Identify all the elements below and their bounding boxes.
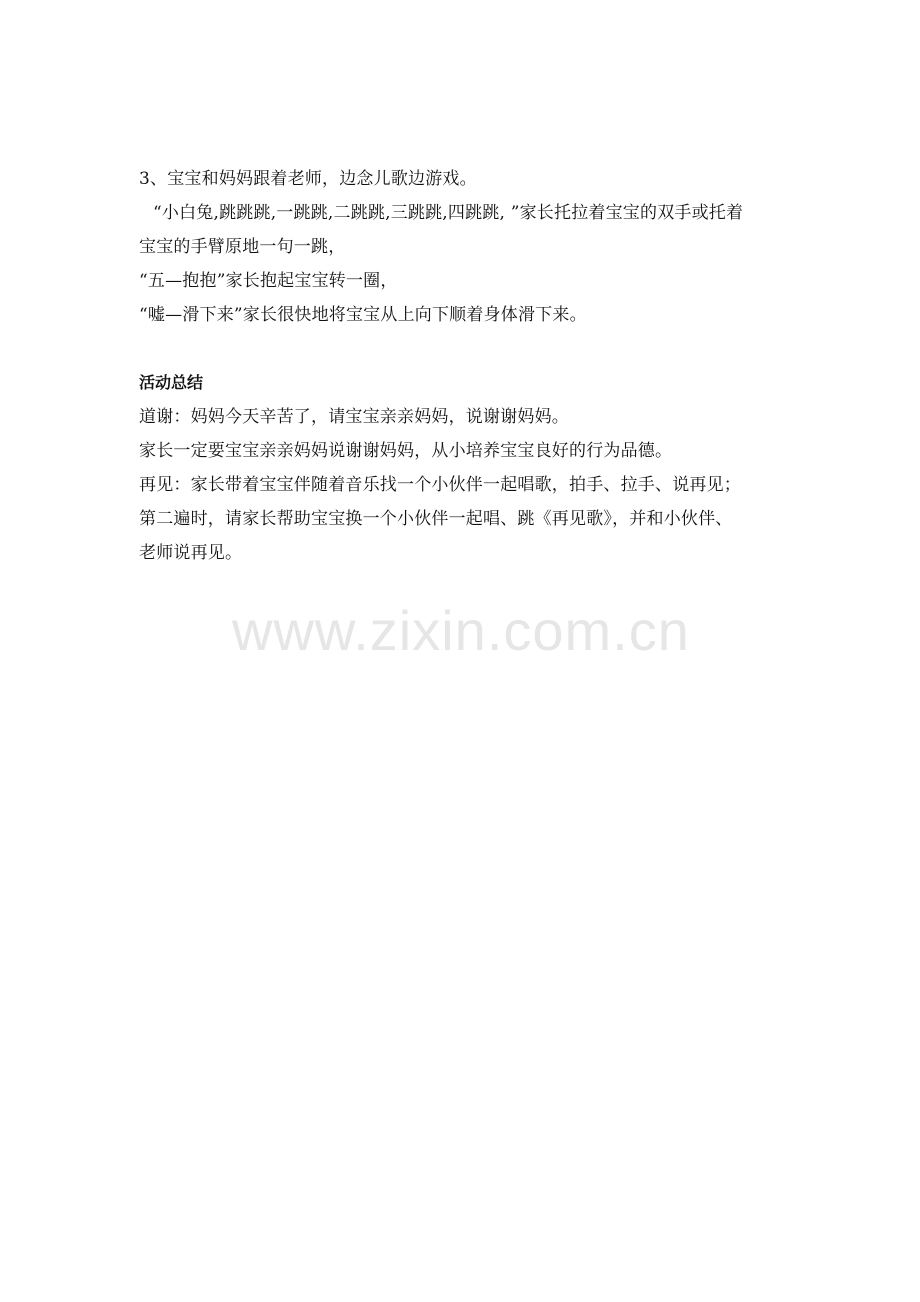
document-content: [139, 162, 789, 570]
summary-line-5: 老师说再见。: [139, 543, 243, 563]
summary-line-1: 道谢：妈妈今天辛苦了，请宝宝亲亲妈妈，说谢谢妈妈。: [139, 407, 569, 427]
summary-heading: 活动总结: [139, 373, 204, 392]
summary-line-4: 第二遍时，请家长帮助宝宝换一个小伙伴一起唱、跳《再见歌》，并和小伙伴、: [139, 509, 733, 529]
section-gap: [139, 332, 789, 366]
rhyme-line-1: “小白兔,跳跳跳,一跳跳,二跳跳,三跳跳,四跳跳, ”家长托拉着宝宝的双手或托着: [153, 203, 744, 223]
step-3-title: 3、宝宝和妈妈跟着老师，边念儿歌边游戏。: [139, 169, 477, 189]
summary-line-2: 家长一定要宝宝亲亲妈妈说谢谢妈妈，从小培养宝宝良好的行为品德。: [139, 441, 673, 461]
rhyme-line-3: “五—抱抱”家长抱起宝宝转一圈，: [139, 271, 398, 291]
summary-line-3: 再见：家长带着宝宝伴随着音乐找一个小伙伴一起唱歌，拍手、拉手、说再见；: [139, 475, 741, 495]
rhyme-line-2: 宝宝的手臂原地一句一跳，: [139, 237, 346, 257]
watermark-text: www.zixin.com.cn: [232, 599, 690, 662]
rhyme-line-4: “嘘—滑下来”家长很快地将宝宝从上向下顺着身体滑下来。: [139, 305, 587, 325]
